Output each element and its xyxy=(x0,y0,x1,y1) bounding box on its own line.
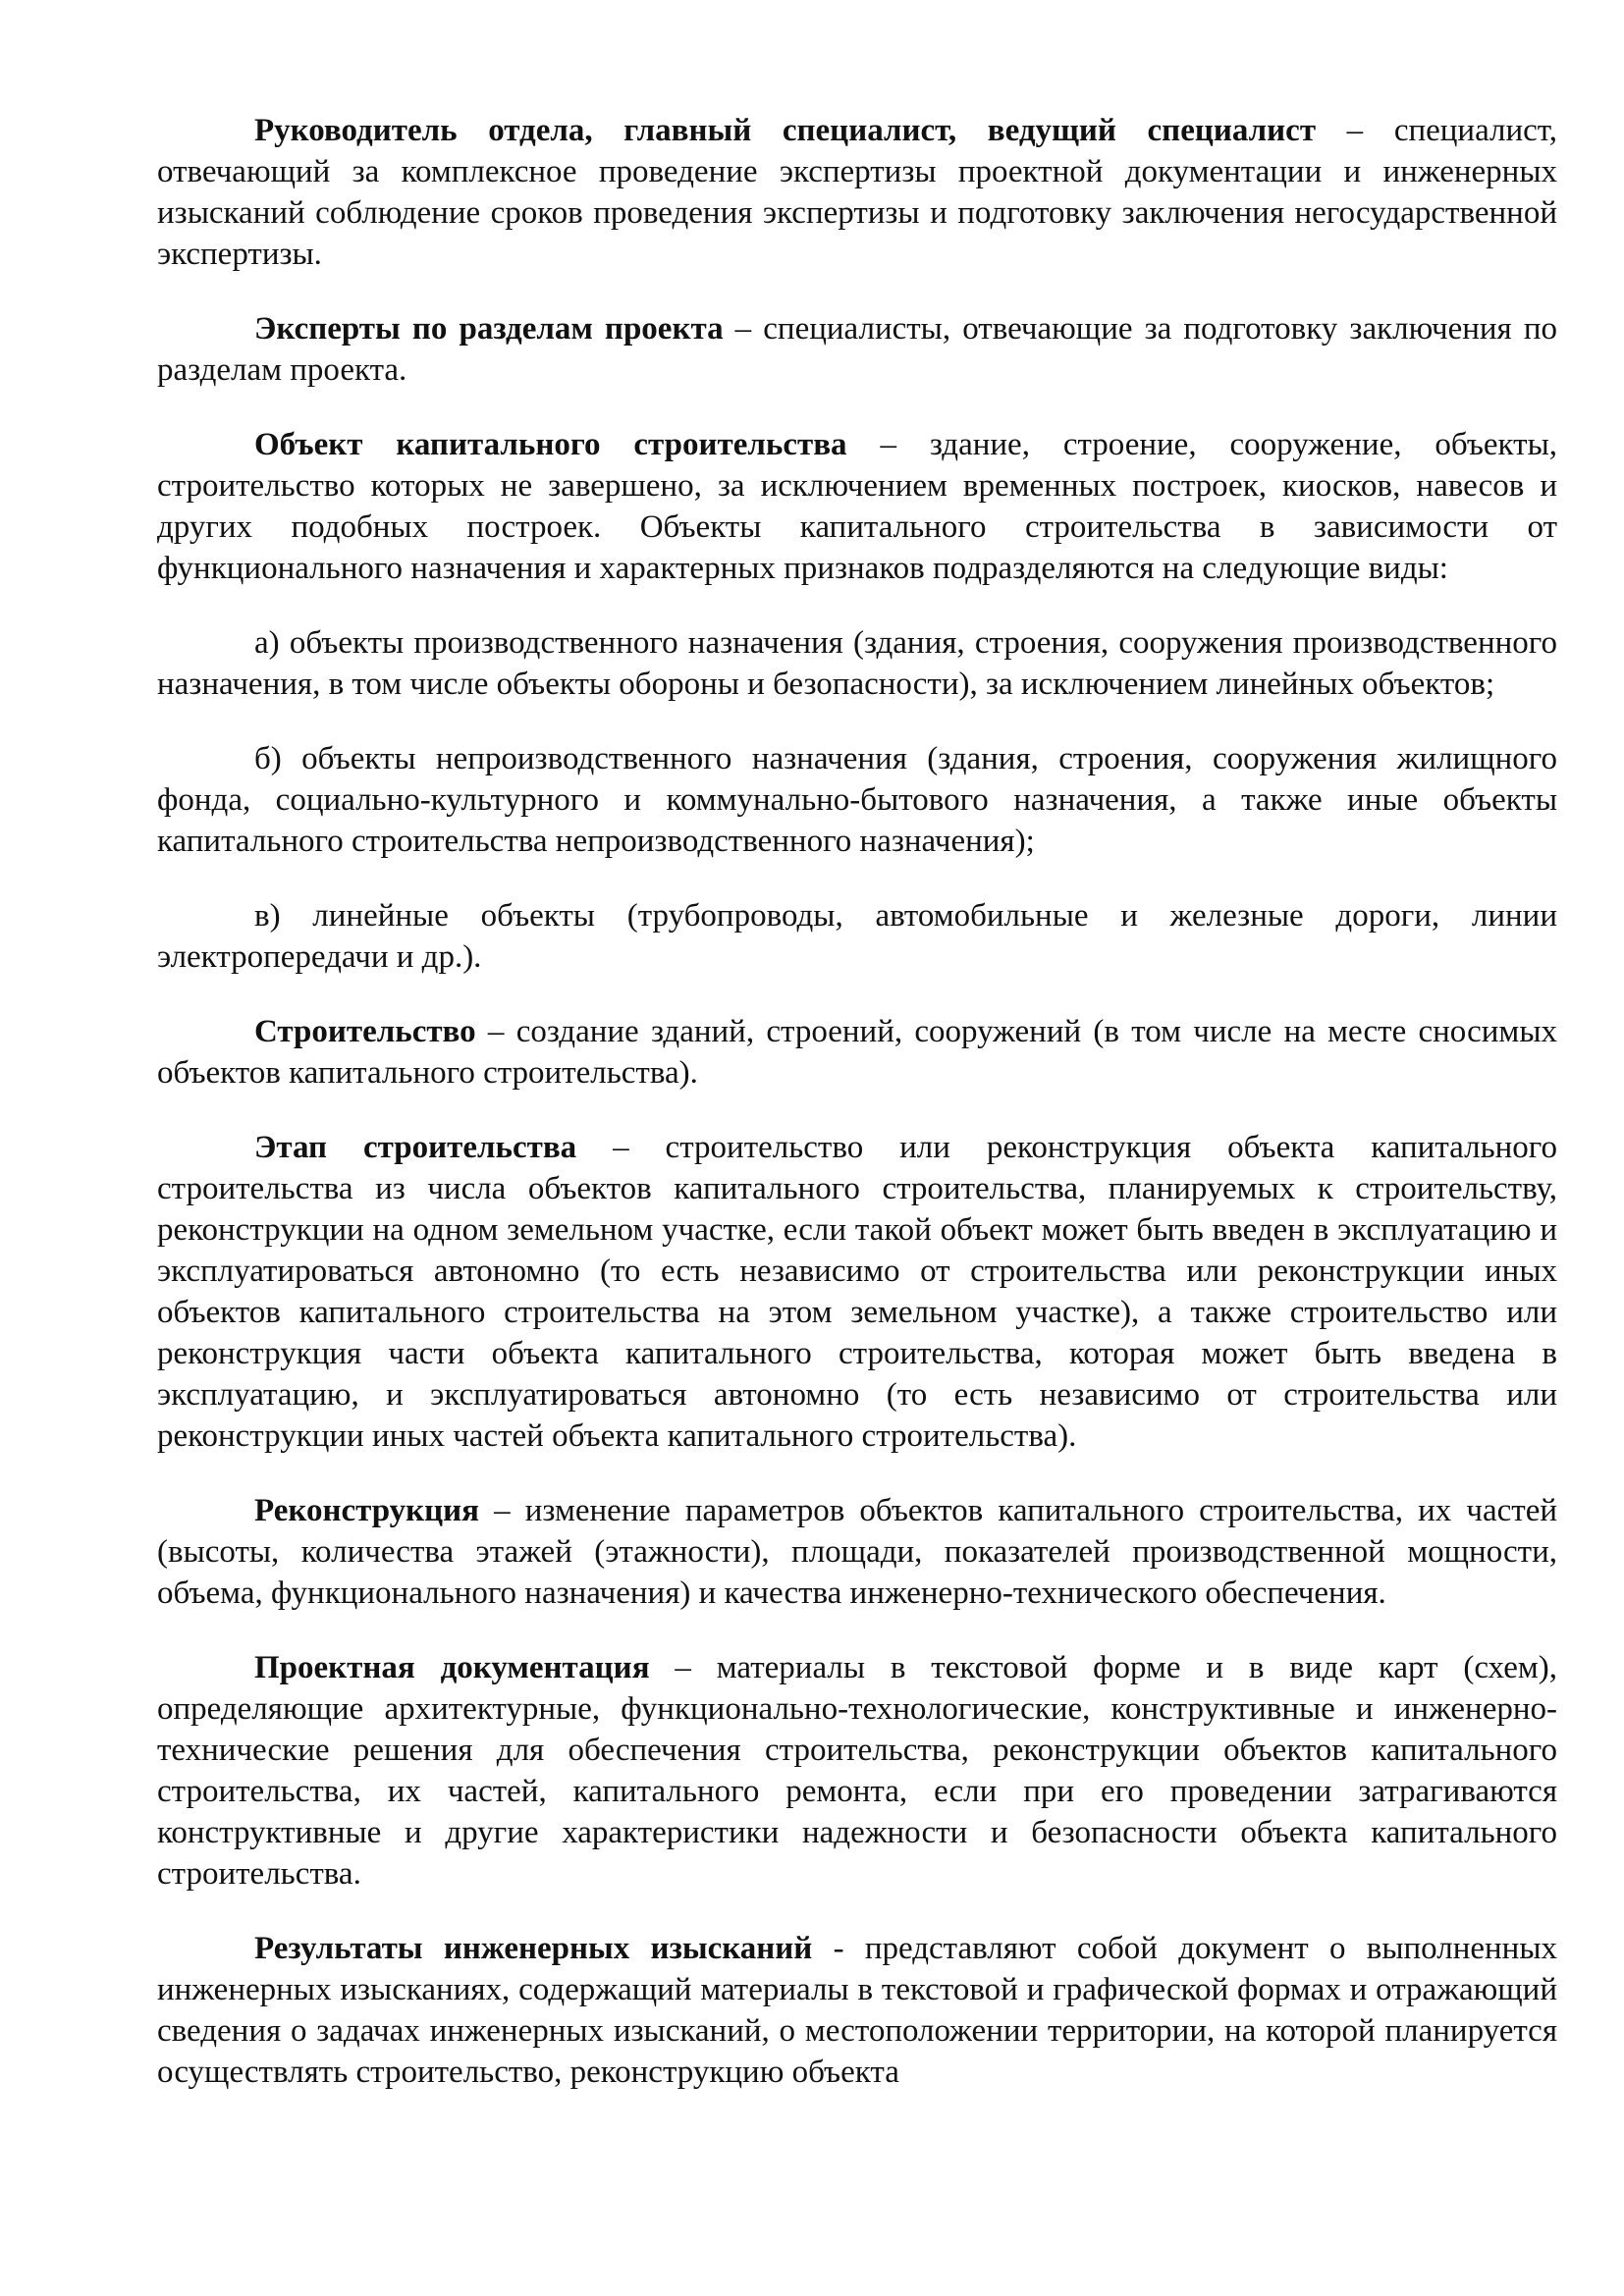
paragraph-experts xyxy=(157,308,1557,391)
paragraph-term: Проектная документация xyxy=(254,1650,650,1685)
paragraph-term: Результаты инженерных изысканий xyxy=(254,1931,813,1966)
document-page xyxy=(157,110,1557,2126)
paragraph-capital-object xyxy=(157,424,1557,589)
paragraph-reconstruction xyxy=(157,1490,1557,1614)
paragraph-term: Реконструкция xyxy=(254,1493,480,1528)
paragraph-text: – изменение параметров объектов капитального строительства, их частей (высоты, количества этажей (этажности), площади, показателей производственной мощности, объема, функционального назначения) и качества инженерно-технического обеспечения. xyxy=(157,1493,1557,1611)
paragraph-text: – строительство или реконструкция объекта капитального строительства из числа объектов капитального строительства, планируемых к строительству, реконструкции на одном земельном участке, если такой объект может быть введен в эксплуатацию и эксплуатироваться автономно (то есть независимо от строительства или реконструкции иных объектов капитального строительства на этом земельном участке), а также строительство или реконструкция части объекта капитального строительства, которая может быть введена в эксплуатацию, и эксплуатироваться автономно (то есть независимо от строительства или реконструкции иных частей объекта капитального строительства). xyxy=(157,1130,1557,1454)
list-item-linear-objects xyxy=(157,895,1557,978)
paragraph-term: Объект капитального строительства xyxy=(254,427,847,462)
paragraph-text: – специалисты, отвечающие за подготовку заключения по разделам проекта. xyxy=(157,311,1557,388)
paragraph-construction xyxy=(157,1011,1557,1094)
list-item-industrial-objects xyxy=(157,622,1557,705)
paragraph-text: – создание зданий, строений, сооружений (в том числе на месте сносимых объектов капитального строительства). xyxy=(157,1014,1557,1091)
paragraph-term: Этап строительства xyxy=(254,1130,577,1165)
list-item-non-industrial-objects xyxy=(157,738,1557,862)
paragraph-text: – специалист, отвечающий за комплексное проведение экспертизы проектной документации и инженерных изысканий соблюдение сроков проведения экспертизы и подготовку заключения негосударственной экспертизы. xyxy=(157,113,1557,272)
paragraph-project-documentation xyxy=(157,1647,1557,1895)
paragraph-text: а) объекты производственного назначения (здания, строения, сооружения производственного назначения, в том числе объекты обороны и безопасности), за исключением линейных объектов; xyxy=(157,625,1557,702)
paragraph-text: в) линейные объекты (трубопроводы, автомобильные и железные дороги, линии электропередачи и др.). xyxy=(157,898,1557,975)
paragraph-text: - представляют собой документ о выполненных инженерных изысканиях, содержащий материалы в текстовой и графической формах и отражающий сведения о задачах инженерных изысканий, о местоположении территории, на которой планируется осуществлять строительство, реконструкцию объекта xyxy=(157,1931,1558,2090)
paragraph-text: – здание, строение, сооружение, объекты, строительство которых не завершено, за исключением временных построек, киосков, навесов и других подобных построек. Объекты капитального строительства в зависимости от функционального назначения и характерных признаков подразделяются на следующие виды: xyxy=(157,427,1558,586)
paragraph-text: – материалы в текстовой форме и в виде карт (схем), определяющие архитектурные, функционально-технологические, конструктивные и инженерно-технические решения для обеспечения строительства, реконструкции объектов капитального строительства, их частей, капитального ремонта, если при его проведении затрагиваются конструктивные и другие характеристики надежности и безопасности объекта капитального строительства. xyxy=(157,1650,1557,1892)
paragraph-term: Руководитель отдела, главный специалист, ведущий специалист xyxy=(254,113,1317,148)
paragraph-department-head xyxy=(157,110,1557,275)
paragraph-text: б) объекты непроизводственного назначения (здания, строения, сооружения жилищного фонда, социально-культурного и коммунально-бытового назначения, а также иные объекты капитального строительства непроизводственного назначения); xyxy=(157,741,1557,859)
paragraph-construction-stage xyxy=(157,1127,1557,1457)
paragraph-term: Эксперты по разделам проекта xyxy=(254,311,724,347)
paragraph-survey-results xyxy=(157,1928,1557,2093)
paragraph-term: Строительство xyxy=(254,1014,476,1049)
